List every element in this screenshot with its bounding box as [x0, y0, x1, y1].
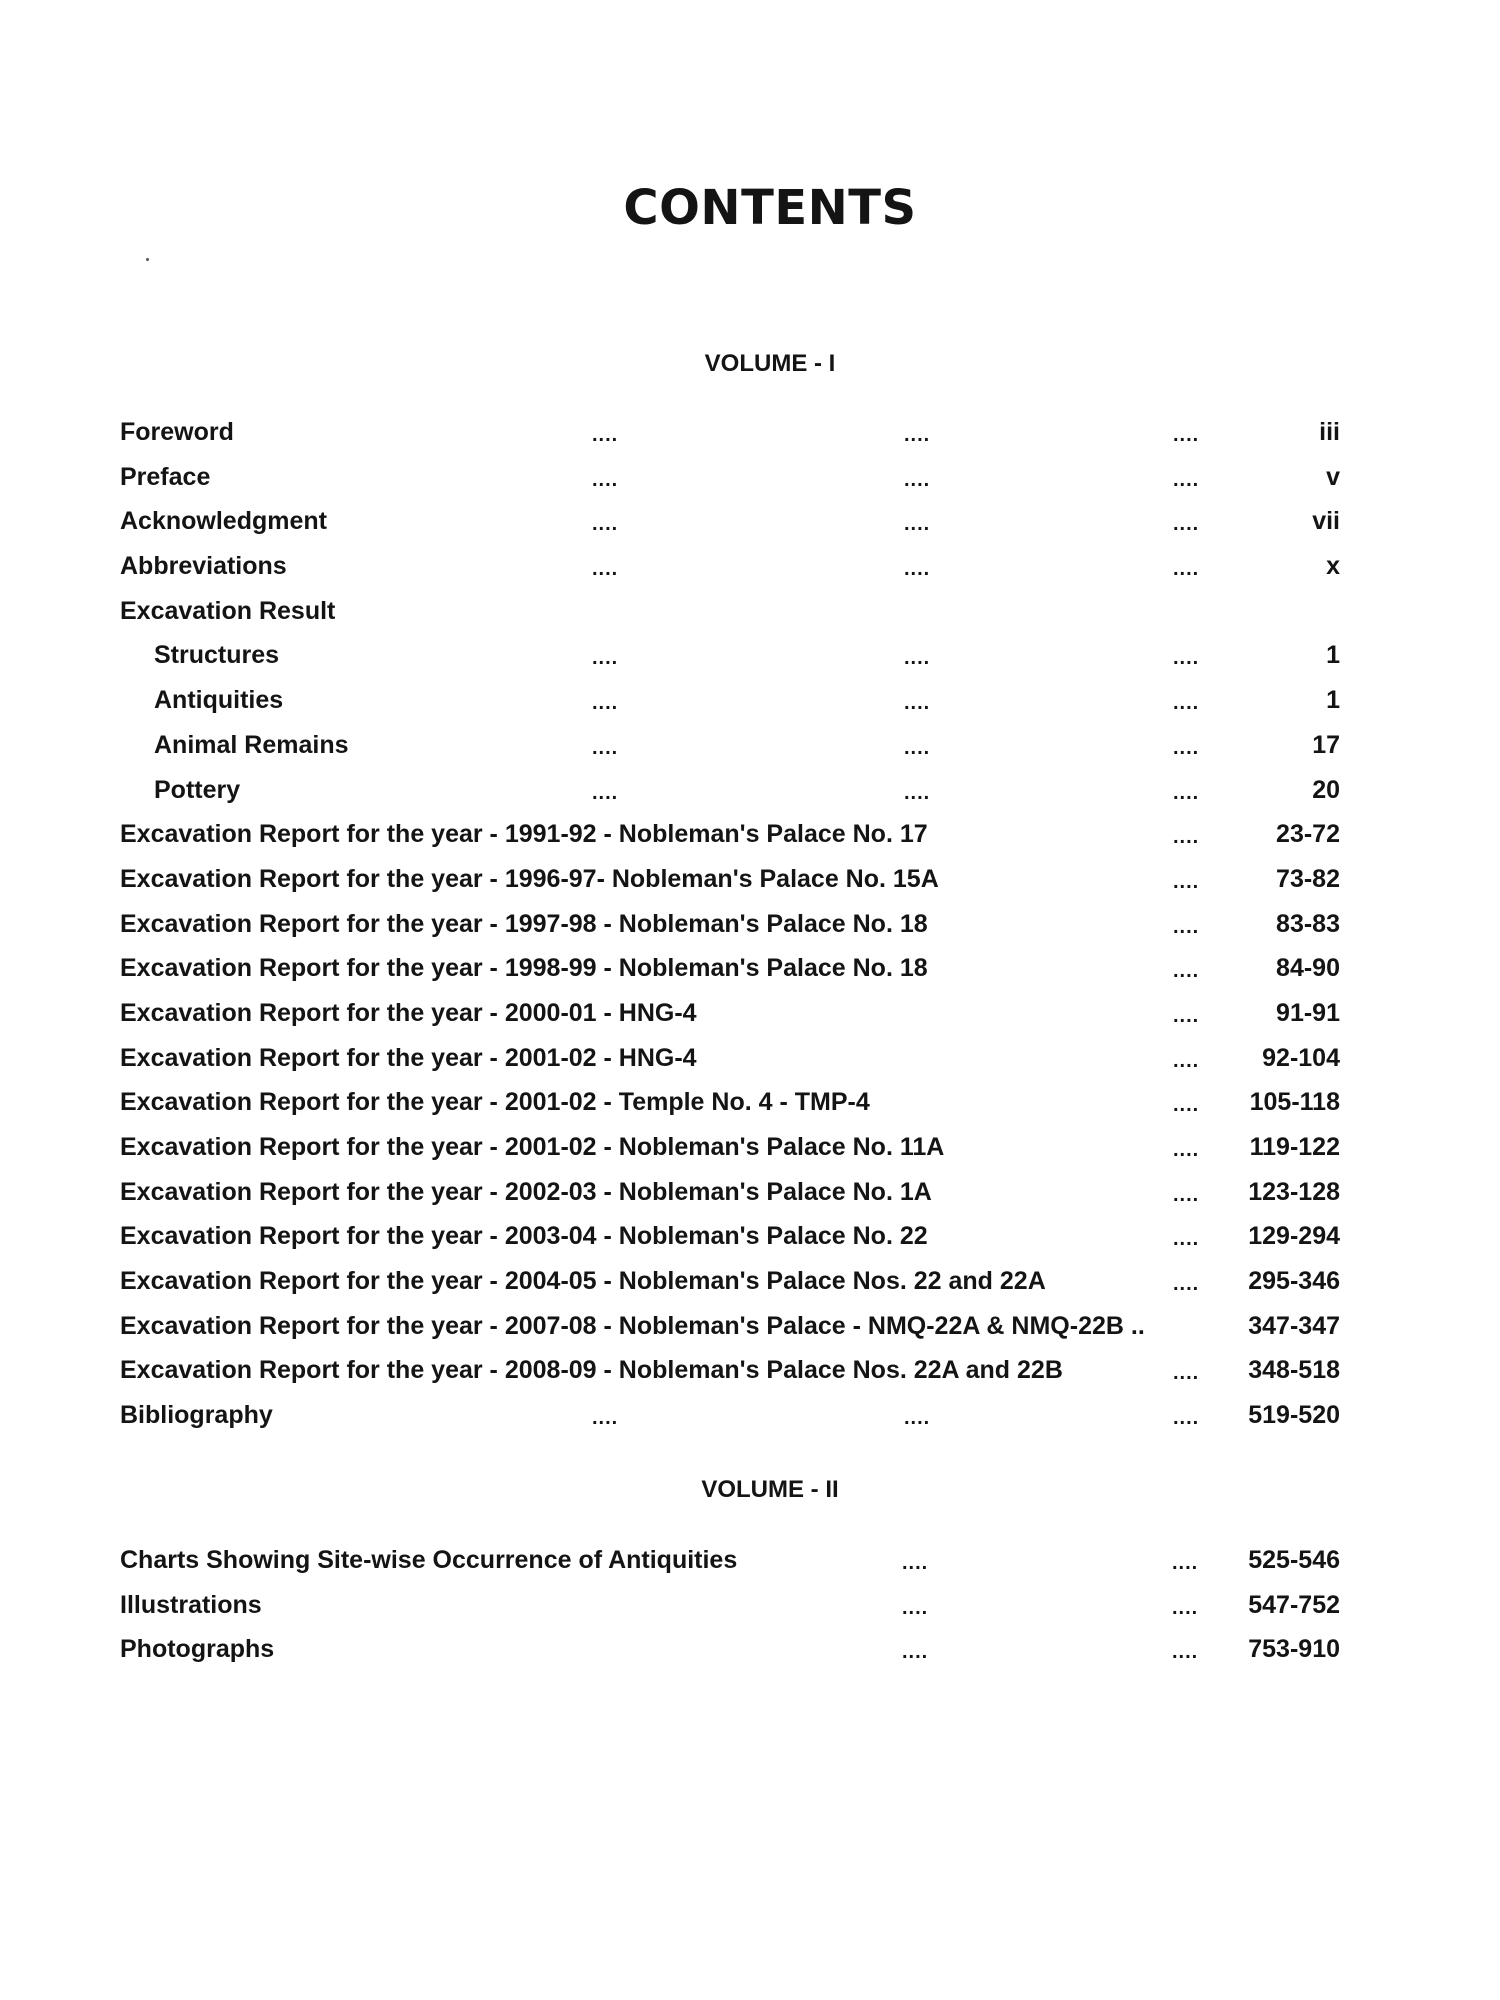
entry-page: 753-910: [1248, 1635, 1340, 1664]
entry-page: v: [1326, 462, 1340, 491]
toc-entry-report-2008-09[interactable]: [120, 1350, 1340, 1395]
dot-leader: ....: [1172, 1596, 1199, 1619]
dot-leader: ....: [904, 513, 931, 536]
dot-leader: ....: [1173, 1228, 1200, 1251]
entry-page: 525-546: [1248, 1546, 1340, 1574]
dot-leader: ....: [1173, 692, 1200, 715]
dot-leader: ....: [1172, 1641, 1199, 1664]
dot-leader: ....: [1173, 424, 1200, 446]
dot-leader: ....: [1173, 1183, 1200, 1206]
toc-entry-photographs[interactable]: [120, 1629, 1340, 1674]
dot-leader: ....: [902, 1596, 929, 1619]
toc-entry-acknowledgment[interactable]: [120, 501, 1340, 546]
dot-leader: ....: [904, 424, 931, 446]
dot-leader: ....: [1173, 1139, 1200, 1161]
dot-leader: ....: [1173, 1407, 1200, 1430]
dot-leader: ....: [1173, 915, 1200, 938]
entry-page: 1: [1326, 686, 1340, 715]
entry-label: Excavation Report for the year - 2003-04 - Nobleman's Palace No. 22: [120, 1222, 928, 1251]
toc-entry-report-1997-98[interactable]: [120, 904, 1340, 949]
toc-entry-report-2001-02-tmp4[interactable]: [120, 1082, 1340, 1127]
toc-entry-report-1996-97[interactable]: [120, 859, 1340, 904]
entry-page: 123-128: [1248, 1177, 1340, 1206]
dot-leader: ....: [592, 1407, 619, 1430]
dot-leader: ....: [1173, 826, 1200, 849]
dot-leader: ....: [592, 692, 619, 715]
entry-label: Excavation Report for the year - 2004-05 - Nobleman's Palace Nos. 22 and 22A: [120, 1267, 1046, 1296]
dot-leader: ....: [904, 692, 931, 715]
toc-entry-report-2001-02-11a[interactable]: [120, 1127, 1340, 1172]
entry-label: Abbreviations: [120, 552, 287, 581]
entry-page: 23-72: [1276, 820, 1340, 849]
dot-leader: ....: [1173, 468, 1200, 491]
dot-leader: ....: [592, 736, 619, 759]
toc-entry-report-2002-03[interactable]: [120, 1172, 1340, 1217]
entry-label: Bibliography: [120, 1401, 273, 1430]
entry-page: 519-520: [1248, 1401, 1340, 1430]
entry-page: 20: [1312, 775, 1340, 804]
entry-page: 547-752: [1248, 1590, 1340, 1619]
entry-page: 348-518: [1248, 1356, 1340, 1385]
entry-label: Excavation Report for the year - 1997-98 - Nobleman's Palace No. 18: [120, 909, 928, 938]
entry-label: Antiquities: [154, 686, 284, 715]
entry-label: Foreword: [120, 418, 234, 446]
scan-speck: [146, 258, 149, 261]
dot-leader: ....: [1173, 736, 1200, 759]
dot-leader: ....: [1172, 1552, 1199, 1574]
entry-label: Illustrations: [120, 1590, 262, 1619]
toc-entry-antiquities[interactable]: [120, 680, 1340, 725]
page-title: CONTENTS: [623, 180, 917, 236]
entry-page: 105-118: [1249, 1088, 1340, 1117]
volume-1-heading: VOLUME - I: [704, 350, 836, 377]
toc-entry-charts[interactable]: [120, 1540, 1340, 1585]
entry-page: 119-122: [1249, 1133, 1340, 1161]
entry-label: Excavation Report for the year - 2001-02 - Nobleman's Palace No. 11A: [120, 1133, 945, 1161]
dot-leader: ....: [904, 647, 931, 670]
dot-leader: ....: [1173, 1094, 1200, 1117]
dot-leader: ....: [592, 513, 619, 536]
toc-entry-excavation-result[interactable]: [120, 591, 1340, 636]
toc-entry-report-2000-01[interactable]: [120, 993, 1340, 1038]
toc-entry-pottery[interactable]: [120, 770, 1340, 815]
entry-label: Animal Remains: [154, 730, 349, 759]
entry-page: 73-82: [1276, 864, 1340, 893]
entry-page: x: [1326, 552, 1340, 581]
dot-leader: ....: [902, 1552, 929, 1574]
toc-entry-foreword[interactable]: [120, 412, 1340, 457]
entry-label: Excavation Report for the year - 2000-01 - HNG-4: [120, 998, 697, 1027]
entry-page: 92-104: [1262, 1043, 1340, 1072]
toc-entry-illustrations[interactable]: [120, 1585, 1340, 1630]
dot-leader: ....: [592, 647, 619, 670]
toc-entry-report-1998-99[interactable]: [120, 948, 1340, 993]
entry-label: Excavation Report for the year - 1998-99 - Nobleman's Palace No. 18: [120, 954, 928, 983]
toc-entry-abbreviations[interactable]: [120, 546, 1340, 591]
toc-entry-report-2001-02-hng4[interactable]: [120, 1038, 1340, 1083]
dot-leader: ....: [1173, 647, 1200, 670]
dot-leader: ....: [1173, 513, 1200, 536]
entry-label: Excavation Result: [120, 596, 336, 625]
toc-entry-structures[interactable]: [120, 635, 1340, 680]
entry-label: Excavation Report for the year - 1996-97- Nobleman's Palace No. 15A: [120, 864, 939, 893]
dot-leader: ....: [904, 558, 931, 581]
entry-page: 84-90: [1276, 954, 1340, 983]
entry-label: Acknowledgment: [120, 507, 327, 536]
entry-page: 1: [1326, 641, 1340, 670]
toc-entry-preface[interactable]: [120, 457, 1340, 502]
entry-page: 295-346: [1248, 1267, 1340, 1296]
dot-leader: ....: [1173, 1273, 1200, 1296]
volume-2-list: [120, 1540, 1340, 1674]
entry-label: Preface: [120, 462, 211, 491]
dot-leader: ....: [1173, 558, 1200, 581]
volume-1-list: [120, 412, 1340, 1440]
dot-leader: ....: [592, 468, 619, 491]
entry-page: 347-347: [1248, 1311, 1340, 1340]
entry-page: vii: [1312, 507, 1340, 536]
entry-page: 129-294: [1248, 1222, 1340, 1251]
dot-leader: ....: [592, 781, 619, 804]
entry-page: iii: [1319, 418, 1340, 446]
entry-label: Excavation Report for the year - 2001-02 - HNG-4: [120, 1043, 697, 1072]
dot-leader: ....: [1173, 1004, 1200, 1027]
dot-leader: ....: [904, 468, 931, 491]
entry-label: Structures: [154, 641, 280, 670]
toc-entry-animal-remains[interactable]: [120, 725, 1340, 770]
toc-entry-bibliography[interactable]: [120, 1395, 1340, 1440]
toc-entry-report-2004-05[interactable]: [120, 1261, 1340, 1306]
entry-page: 91-91: [1276, 998, 1340, 1027]
entry-label: Photographs: [120, 1635, 275, 1664]
entry-label: Pottery: [154, 775, 241, 804]
dot-leader: ....: [592, 424, 619, 446]
toc-entry-report-1991-92[interactable]: [120, 814, 1340, 859]
volume-2-heading: VOLUME - II: [701, 1476, 839, 1503]
dot-leader: ....: [1173, 870, 1200, 893]
entry-label: Excavation Report for the year - 2002-03 - Nobleman's Palace No. 1A: [120, 1177, 932, 1206]
toc-entry-report-2007-08[interactable]: [120, 1306, 1340, 1351]
entry-page: 83-83: [1276, 909, 1340, 938]
dot-leader: ....: [1173, 1049, 1200, 1072]
dot-leader: ....: [902, 1641, 929, 1664]
entry-label: Excavation Report for the year - 2007-08 - Nobleman's Palace - NMQ-22A & NMQ-22B ..: [120, 1311, 1145, 1340]
toc-entry-report-2003-04[interactable]: [120, 1216, 1340, 1261]
entry-label: Excavation Report for the year - 2008-09 - Nobleman's Palace Nos. 22A and 22B: [120, 1356, 1063, 1385]
dot-leader: ....: [1173, 781, 1200, 804]
entry-label: Charts Showing Site-wise Occurrence of Antiquities: [120, 1546, 738, 1574]
dot-leader: ....: [1173, 1362, 1200, 1385]
dot-leader: ....: [904, 1407, 931, 1430]
entry-label: Excavation Report for the year - 1991-92 - Nobleman's Palace No. 17: [120, 820, 928, 849]
dot-leader: ....: [904, 781, 931, 804]
dot-leader: ....: [1173, 960, 1200, 983]
dot-leader: ....: [904, 736, 931, 759]
dot-leader: ....: [592, 558, 619, 581]
entry-page: 17: [1312, 730, 1340, 759]
entry-label: Excavation Report for the year - 2001-02 - Temple No. 4 - TMP-4: [120, 1088, 870, 1117]
